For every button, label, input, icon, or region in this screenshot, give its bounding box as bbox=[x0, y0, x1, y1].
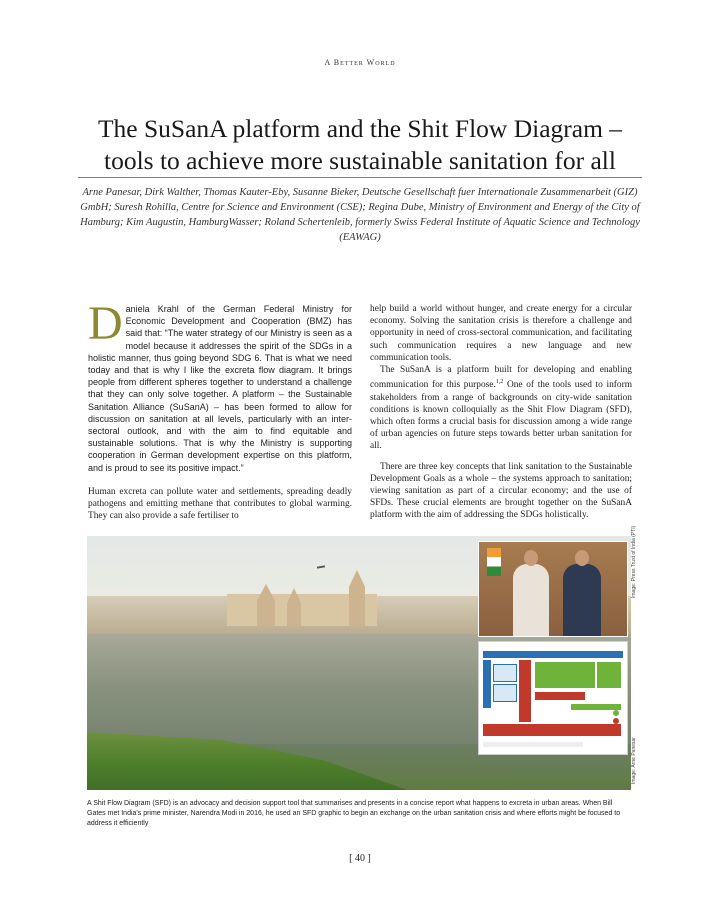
title-line-2: tools to achieve more sustainable sanitation for all bbox=[104, 146, 616, 175]
sfd-header-bar bbox=[483, 651, 623, 658]
title-line-1: The SuSanA platform and the Shit Flow Diagram – bbox=[97, 114, 623, 143]
person-left bbox=[513, 564, 549, 636]
sfd-green-flow bbox=[597, 662, 621, 688]
author-list: Arne Panesar, Dirk Walther, Thomas Kauter-Eby, Susanne Bieker, Deutsche Gesellschaft fuer Internationale Zusammenarbeit (GIZ) GmbH; Suresh Rohilla, Centre for Science and Environment (CSE); Regina Dube, Ministry of Environment and Energy of the City of Hamburg; Kim Augustin, HamburgWasser; Roland Schertenleib, formerly Swiss Federal Institute of Aquatic Science and Technology (EAWAG) bbox=[80, 187, 640, 243]
lead-text: aniela Krahl of the German Federal Ministry for Economic Development and Cooperation (BMZ) has said that: “The water strategy of our Ministry is seen as a model because it addresses the spirit of the SDGs in a holistic manner, thus going beyond SDG 6. That is what we need today and that is why I like the excreta flow diagram. It brings people from different spheres together to understand a challenge that they can only solve together. A platform – the Sustainable Sanitation Alliance (SuSanA) – has been formed to allow for discussion on sanitation at all levels, particularly with an inter-sectoral outlook, and with the aim to find equitable and sustainable solutions. That is why the Ministry is supporting cooperation in German development expertise on this platform, and is proud to see its positive impact.” bbox=[88, 304, 352, 473]
sfd-red-flow bbox=[535, 692, 585, 700]
sfd-legend-bar bbox=[483, 742, 583, 747]
sfd-red-flow bbox=[483, 724, 621, 736]
paragraph-4-text-b: One of the tools used to inform stakeholders from a range of backgrounds on city-wide sanitation conditions is known colloquially as the Shit Flow Diagram (SFD), which often forms a crucial basis for discussion among a wide range of urban agencies on future steps towards better urban sanitation for all. bbox=[370, 380, 632, 452]
paragraph-5: There are three key concepts that link sanitation to the Sustainable Development Goals as a whole – the systems approach to sanitation; viewing sanitation as part of a circular economy; and the use of SFDs. These crucial elements are brought together on the SuSanA platform with the aim of addressing the SDGs holistically. bbox=[370, 461, 632, 521]
sfd-source-bar bbox=[483, 660, 491, 708]
article-title bbox=[40, 113, 680, 177]
sfd-green-flow bbox=[535, 662, 595, 688]
sfd-green-flow bbox=[571, 704, 621, 710]
title-rule bbox=[78, 177, 642, 178]
sfd-node bbox=[493, 684, 517, 702]
running-head: A Better World bbox=[324, 58, 396, 67]
page-number: [ 40 ] bbox=[349, 853, 371, 864]
body-column-left bbox=[88, 297, 352, 522]
sfd-marker bbox=[613, 710, 619, 716]
paragraph-3: help build a world without hunger, and create energy for a circular economy. Solving the sanitation crisis is therefore a challenge and opportunity in need of cross-sectoral communication, and facilitating such communication requires a new language and new communication tools. bbox=[370, 304, 632, 363]
photo-credit-top: Image: Press Trust of India (PTI) bbox=[631, 525, 637, 598]
sfd-graphic bbox=[478, 641, 628, 755]
sfd-red-flow bbox=[519, 660, 531, 722]
person-right bbox=[563, 564, 601, 636]
drop-cap: D bbox=[88, 297, 123, 350]
footnote-ref: 1,2 bbox=[495, 379, 504, 386]
paragraph-2: Human excreta can pollute water and settlements, spreading deadly pathogens and emitting methane that contributes to global warming. They can also provide a safe fertiliser to bbox=[88, 486, 352, 522]
paragraph-4-text-a: The SuSanA is a platform built for developing and enabling communication for this purpose. bbox=[370, 365, 632, 391]
figure-caption: A Shit Flow Diagram (SFD) is an advocacy and decision support tool that summarises and presents in a concise report what happens to excreta in urban areas. When Bill Gates met India's prime minister, Narendra Modi in 2016, he used an SFD graphic to begin an exchange on the urban sanitation crisis and where efforts might be focused to address it efficiently bbox=[87, 800, 621, 827]
person-right-head bbox=[575, 550, 589, 566]
sfd-node bbox=[493, 664, 517, 682]
india-flag bbox=[487, 548, 501, 576]
photo-credit-bottom: Image: Arne Panesar bbox=[631, 737, 637, 784]
person-left-head bbox=[524, 550, 538, 566]
body-column-right bbox=[370, 303, 632, 522]
lead-paragraph bbox=[88, 297, 352, 474]
paragraph-4 bbox=[370, 364, 632, 453]
meeting-photo bbox=[478, 541, 628, 637]
sfd-marker bbox=[613, 718, 619, 724]
